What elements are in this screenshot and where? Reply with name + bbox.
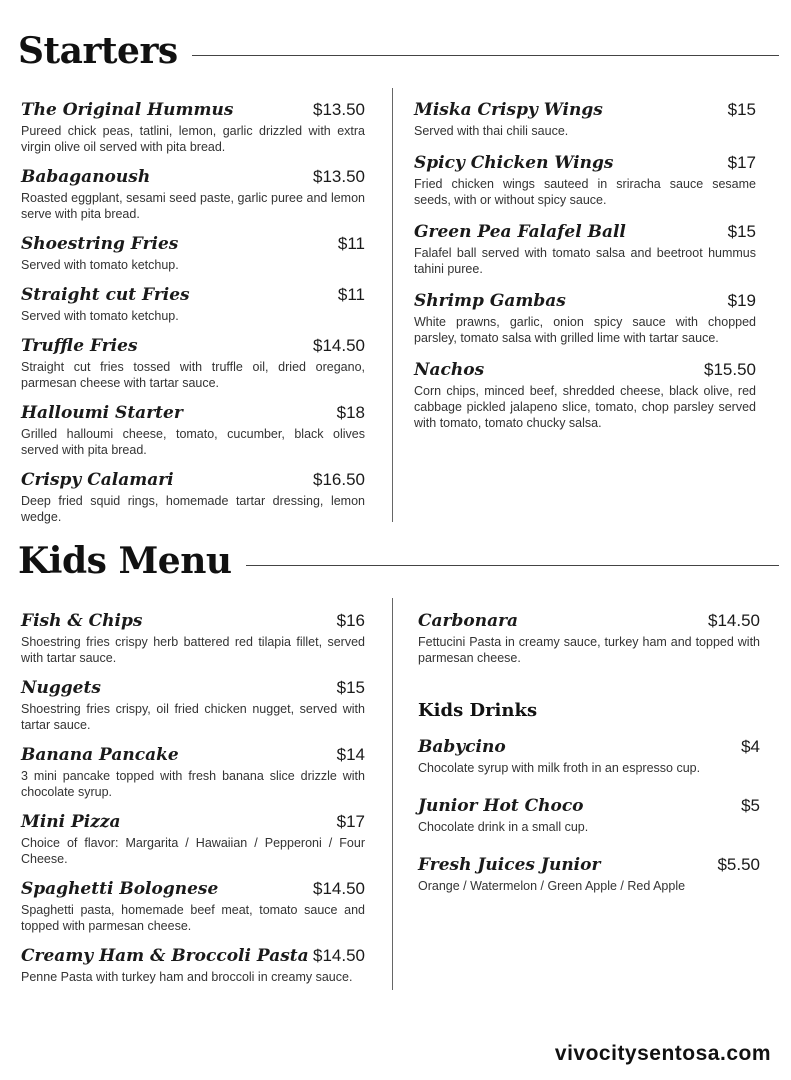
item-price: $5 (741, 796, 760, 815)
menu-item (21, 167, 365, 222)
item-price: $14.50 (313, 336, 365, 355)
kids-menu-title: Kids Menu (18, 540, 232, 582)
starters-header (18, 30, 779, 72)
item-price: $15 (727, 100, 756, 119)
item-price: $17 (336, 812, 365, 831)
item-name: Creamy Ham & Broccoli Pasta (21, 946, 309, 966)
kids-right-column (418, 611, 760, 894)
item-name: Straight cut Fries (21, 285, 190, 305)
item-name: Shoestring Fries (21, 234, 179, 254)
menu-item (21, 678, 365, 733)
menu-item (21, 745, 365, 800)
item-description: Chocolate syrup with milk froth in an espresso cup. (418, 761, 701, 775)
item-price: $14 (336, 745, 365, 764)
item-price: $4 (741, 737, 760, 756)
item-price: $18 (336, 403, 365, 422)
item-name: Mini Pizza (21, 812, 121, 832)
starters-right-column (414, 100, 756, 431)
item-name: Fish & Chips (21, 611, 143, 631)
item-description: Spaghetti pasta, homemade beef meat, tomato sauce and topped with parmesan cheese. (21, 903, 365, 933)
kids-menu-rule (246, 565, 779, 566)
menu-item (21, 285, 365, 324)
menu-item (418, 737, 760, 776)
item-price: $14.50 (313, 879, 365, 898)
item-description: Orange / Watermelon / Green Apple / Red Apple (418, 879, 686, 893)
item-name: Miska Crispy Wings (414, 100, 603, 120)
item-price: $14.50 (708, 611, 760, 630)
item-name: Banana Pancake (21, 745, 179, 765)
item-price: $13.50 (313, 167, 365, 186)
item-name: Halloumi Starter (21, 403, 183, 423)
menu-item (414, 222, 756, 277)
item-description: Served with tomato ketchup. (21, 309, 179, 323)
item-description: Choice of flavor: Margarita / Hawaiian / Pepperoni / Four Cheese. (21, 836, 365, 866)
menu-item (414, 100, 756, 139)
item-price: $15.50 (704, 360, 756, 379)
item-name: Nuggets (21, 678, 101, 698)
item-description: Roasted eggplant, sesami seed paste, garlic puree and lemon serve with pita bread. (21, 191, 365, 221)
item-name: Junior Hot Choco (418, 796, 584, 816)
menu-item (21, 234, 365, 273)
item-description: Straight cut fries tossed with truffle oil, dried oregano, parmesan cheese with tartar sauce. (21, 360, 365, 390)
item-description: Shoestring fries crispy, oil fried chicken nugget, served with tartar sauce. (21, 702, 365, 732)
menu-item (21, 336, 365, 391)
item-description: Fried chicken wings sauteed in sriracha sauce sesame seeds, with or without spicy sauce. (414, 177, 756, 207)
item-description: Pureed chick peas, tatlini, lemon, garlic drizzled with extra virgin olive oil served with pita bread. (21, 124, 365, 154)
item-price: $15 (727, 222, 756, 241)
menu-item (21, 100, 365, 155)
item-description: Shoestring fries crispy herb battered red tilapia fillet, served with tartar sauce. (21, 635, 365, 665)
item-price: $13.50 (313, 100, 365, 119)
item-description: Chocolate drink in a small cup. (418, 820, 589, 834)
starters-title: Starters (18, 30, 178, 72)
item-description: Served with tomato ketchup. (21, 258, 179, 272)
menu-item (414, 360, 756, 431)
item-name: Truffle Fries (21, 336, 138, 356)
item-description: Fettucini Pasta in creamy sauce, turkey ham and topped with parmesan cheese. (418, 635, 760, 665)
menu-item (21, 812, 365, 867)
starters-rule (192, 55, 779, 56)
item-price: $11 (337, 285, 365, 304)
menu-item (418, 611, 760, 666)
item-name: Fresh Juices Junior (418, 855, 601, 875)
menu-item (21, 946, 365, 985)
item-price: $16 (336, 611, 365, 630)
item-description: White prawns, garlic, onion spicy sauce with chopped parsley, tomato salsa with grilled lime with tartar sauce. (414, 315, 756, 345)
item-price: $5.50 (717, 855, 760, 874)
kids-left-column (21, 611, 365, 985)
item-description: Served with thai chili sauce. (414, 124, 569, 138)
menu-item (418, 796, 760, 835)
menu-item (21, 470, 365, 525)
item-price: $17 (727, 153, 756, 172)
item-price: $14.50 (313, 946, 365, 965)
item-description: Falafel ball served with tomato salsa and beetroot hummus tahini puree. (414, 246, 756, 276)
item-name: The Original Hummus (21, 100, 234, 120)
item-name: Shrimp Gambas (414, 291, 566, 311)
item-description: Corn chips, minced beef, shredded cheese, black olive, red cabbage pickled jalapeno slice, tomato, chop parsley served with tomato, tomato chucky salsa. (414, 384, 756, 430)
column-divider (392, 88, 393, 522)
item-price: $16.50 (313, 470, 365, 489)
menu-item (21, 403, 365, 458)
item-price: $15 (336, 678, 365, 697)
item-description: Penne Pasta with turkey ham and broccoli in creamy sauce. (21, 970, 353, 984)
item-name: Crispy Calamari (21, 470, 174, 490)
item-name: Babaganoush (21, 167, 151, 187)
menu-item (418, 855, 760, 894)
kids-drinks-title: Kids Drinks (418, 700, 538, 721)
kids-menu-header (18, 540, 779, 582)
website-watermark: vivocitysentosa.com (554, 1042, 771, 1065)
menu-item (21, 611, 365, 666)
menu-item (21, 879, 365, 934)
item-description: Deep fried squid rings, homemade tartar dressing, lemon wedge. (21, 494, 365, 524)
item-description: 3 mini pancake topped with fresh banana slice drizzle with chocolate syrup. (21, 769, 365, 799)
column-divider (392, 598, 393, 990)
item-price: $19 (727, 291, 756, 310)
item-name: Carbonara (418, 611, 519, 631)
starters-left-column (21, 100, 365, 525)
menu-item (414, 153, 756, 208)
item-description: Grilled halloumi cheese, tomato, cucumber, black olives served with pita bread. (21, 427, 365, 457)
item-name: Spaghetti Bolognese (21, 879, 219, 899)
menu-item (414, 291, 756, 346)
item-name: Spicy Chicken Wings (414, 153, 614, 173)
item-name: Babycino (418, 737, 506, 757)
item-name: Nachos (414, 360, 485, 380)
item-name: Green Pea Falafel Ball (414, 222, 626, 242)
item-price: $11 (337, 234, 365, 253)
